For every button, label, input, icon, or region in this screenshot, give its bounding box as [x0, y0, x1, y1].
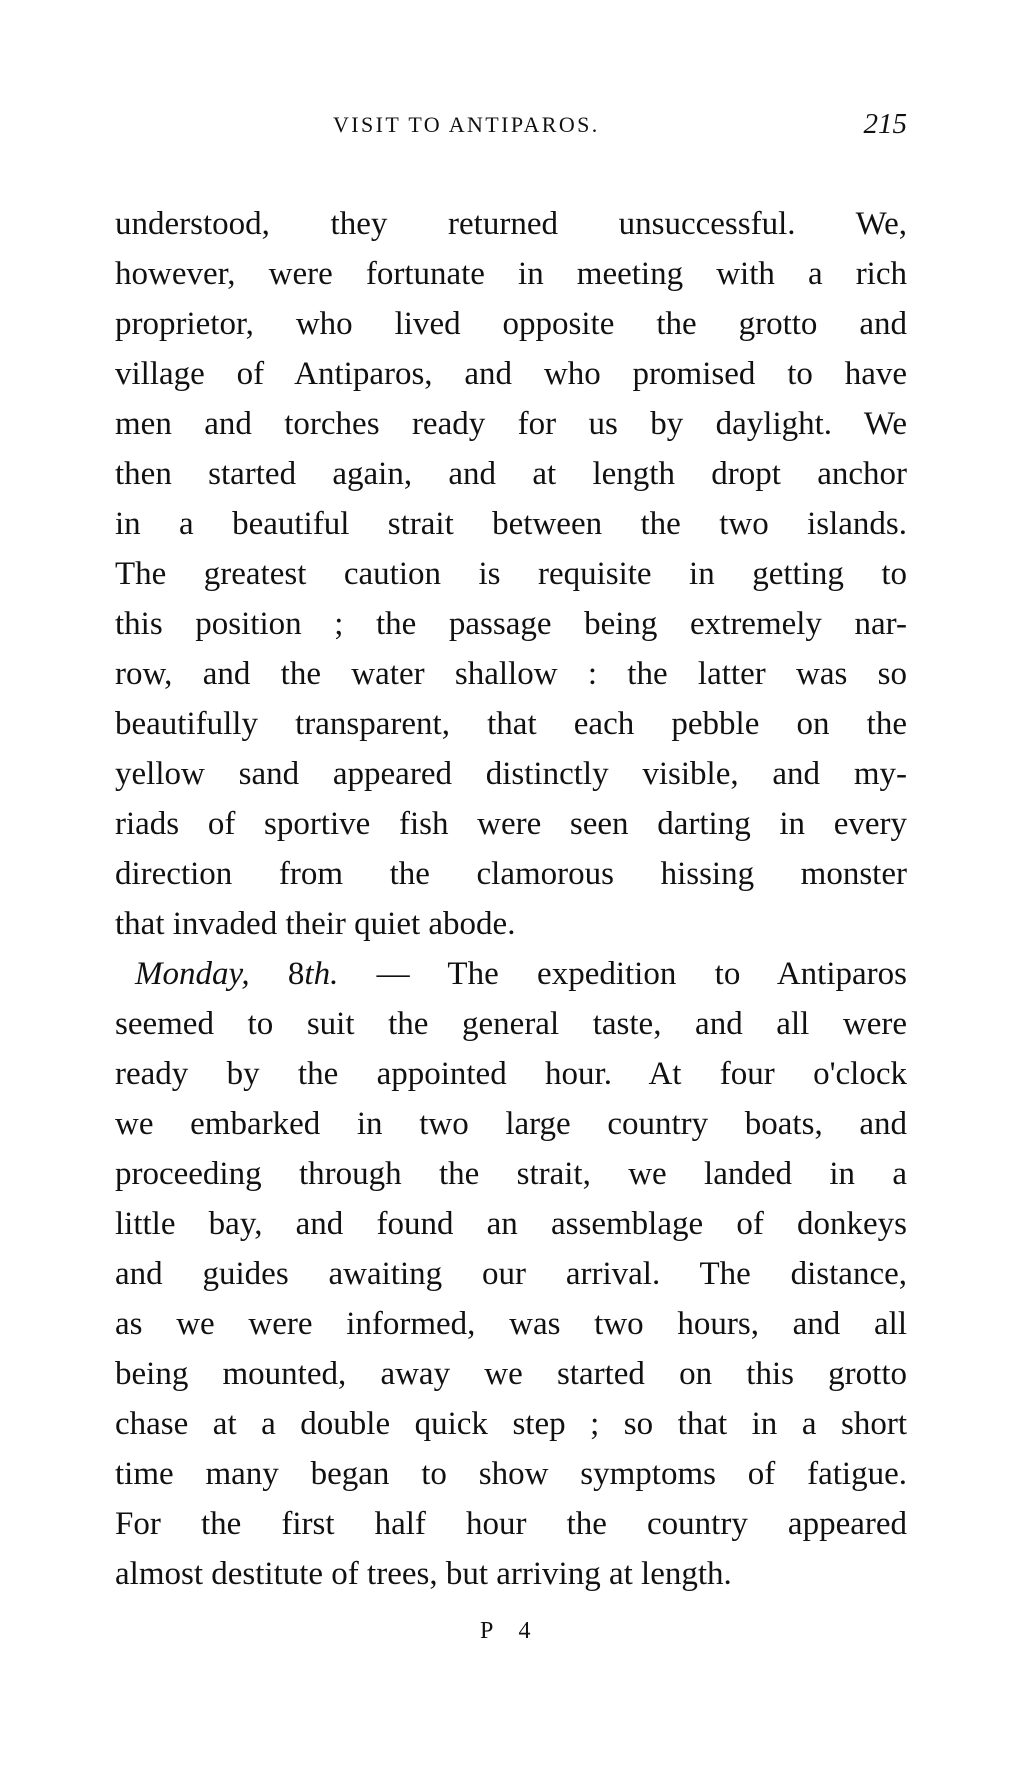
text-line: village of Antiparos, and who promised to have	[115, 356, 907, 392]
text-line: then started again, and at length dropt anchor	[115, 456, 907, 492]
text-line: and guides awaiting our arrival. The distance,	[115, 1256, 907, 1292]
text-line: riads of sportive fish were seen darting in every	[115, 806, 907, 842]
text-line: row, and the water shallow : the latter was so	[115, 656, 907, 692]
text-line: The greatest caution is requisite in getting to	[115, 556, 907, 592]
text-line: beautifully transparent, that each pebble on the	[115, 706, 907, 742]
text-line: almost destitute of trees, but arriving at length.	[115, 1556, 732, 1592]
running-head	[115, 108, 907, 148]
text-line: as we were informed, was two hours, and all	[115, 1306, 907, 1342]
lead-day: Monday,	[135, 956, 250, 992]
text-line: little bay, and found an assemblage of donkeys	[115, 1206, 907, 1242]
text-line: seemed to suit the general taste, and all were	[115, 1006, 907, 1042]
text-line: time many began to show symptoms of fatigue.	[115, 1456, 907, 1492]
text-line: this position ; the passage being extremely nar-	[115, 606, 907, 642]
text-line: however, were fortunate in meeting with a rich	[115, 256, 907, 292]
text-line: proceeding through the strait, we landed in a	[115, 1156, 907, 1192]
text-line: understood, they returned unsuccessful. We,	[115, 206, 907, 242]
text-line: For the first half hour the country appeared	[115, 1506, 907, 1542]
text-line: being mounted, away we started on this grotto	[115, 1356, 907, 1392]
text-line: direction from the clamorous hissing monster	[115, 856, 907, 892]
running-head-title: VISIT TO ANTIPAROS.	[333, 112, 600, 137]
lead-date: 8th. — The expedition to Antiparos	[287, 956, 907, 992]
text-line: ready by the appointed hour. At four o'clock	[115, 1056, 907, 1092]
body-text	[115, 199, 907, 1599]
text-line: in a beautiful strait between the two islands.	[115, 506, 907, 542]
paragraph-1	[115, 199, 907, 949]
paragraph-lead-line	[115, 949, 907, 999]
paragraph-2	[115, 949, 907, 1599]
date-suffix: th.	[304, 956, 339, 992]
text-line: men and torches ready for us by daylight. We	[115, 406, 907, 442]
text-line: that invaded their quiet abode.	[115, 906, 516, 942]
text-line: yellow sand appeared distinctly visible, and my-	[115, 756, 907, 792]
text-line: we embarked in two large country boats, and	[115, 1106, 907, 1142]
signature-mark: P 4	[480, 1618, 541, 1644]
text-line: chase at a double quick step ; so that in a short	[115, 1406, 907, 1442]
text-line: proprietor, who lived opposite the grotto and	[115, 306, 907, 342]
page-number: 215	[863, 108, 907, 140]
